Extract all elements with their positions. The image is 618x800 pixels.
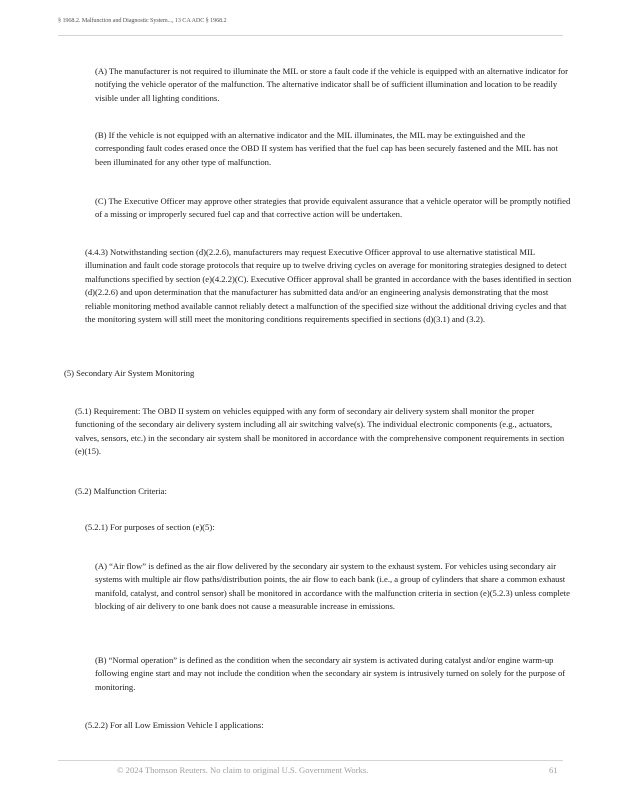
paragraph-section-5-2-2: (5.2.2) For all Low Emission Vehicle I applications:: [85, 720, 264, 730]
paragraph-section-5-2-malfunction-criteria: (5.2) Malfunction Criteria:: [75, 486, 167, 496]
paragraph-section-5-2-1: (5.2.1) For purposes of section (e)(5):: [85, 522, 215, 532]
running-header-citation: § 1968.2. Malfunction and Diagnostic System..., 13 CA ADC § 1968.2: [58, 17, 227, 24]
paragraph-alt-indicator: (A) The manufacturer is not required to illuminate the MIL or store a fault code if the vehicle is equipped with an alternative indicator for notifying the vehicle operator of the malfunction. The alternative indicator shall be of sufficient illumination and location to be readily visible under all lighting conditions.: [95, 66, 568, 103]
section-heading-secondary-air: (5) Secondary Air System Monitoring: [64, 368, 195, 378]
paragraph-air-flow-definition: (A) “Air flow” is defined as the air flow delivered by the secondary air system to the exhaust system. For vehicles using secondary air systems with multiple air flow paths/distribution points, the air flow to each bank (i.e., a group of cylinders that share a common exhaust manifold, catalyst, and control sensor) shall be monitored in accordance with the malfunction criteria in section (e)(5.2.3) unless complete blocking of air delivery to one bank does not cause a measurable increase in emissions.: [95, 561, 570, 612]
paragraph-normal-operation-definition: (B) “Normal operation” is defined as the condition when the secondary air system is activated during catalyst and/or engine warm-up following engine start and may not include the condition when the secondary air system is intrusively turned on solely for the purpose of monitoring.: [95, 655, 566, 692]
paragraph-section-4-4-3: (4.4.3) Notwithstanding section (d)(2.2.6), manufacturers may request Executive Officer approval to use alternative statistical MIL illumination and fault code storage protocols that require up to twelve driving cycles on average for monitoring strategies designed to detect malfunctions specified by section (e)(4.2.2)(C). Executive Officer approval shall be granted in accordance with the bases identified in section (d)(2.2.6) and upon determination that the manufacturer has submitted data and/or an engineering analysis demonstrating that the most reliable monitoring method available cannot reliably detect a malfunction of the specified size without the additional driving cycles and that the monitoring system will still meet the monitoring conditions requirements specified in sections (d)(3.1) and (3.2).: [85, 247, 572, 325]
paragraph-section-5-1-requirement: (5.1) Requirement: The OBD II system on vehicles equipped with any form of secondary air delivery system shall monitor the proper functioning of the secondary air delivery system including all air switching valve(s). The individual electronic components (e.g., actuators, valves, sensors, etc.) in the secondary air system shall be monitored in accordance with the comprehensive component requirements in section (e)(15).: [75, 406, 565, 457]
paragraph-executive-officer-strategies: (C) The Executive Officer may approve other strategies that provide equivalent assurance that a vehicle operator will be promptly notified of a missing or improperly secured fuel cap and that corrective action will be undertaken.: [95, 196, 571, 220]
paragraph-no-alt-indicator: (B) If the vehicle is not equipped with an alternative indicator and the MIL illuminates, the MIL may be extinguished and the corresponding fault codes erased once the OBD II system has verified that the fuel cap has been securely fastened and the MIL has not been illuminated for any other type of malfunction.: [95, 130, 558, 167]
page-footer: [58, 765, 563, 779]
header-divider: [58, 35, 563, 36]
page-number: 61: [549, 765, 558, 775]
footer-divider: [58, 760, 563, 761]
footer-copyright: © 2024 Thomson Reuters. No claim to original U.S. Government Works.: [117, 765, 369, 775]
